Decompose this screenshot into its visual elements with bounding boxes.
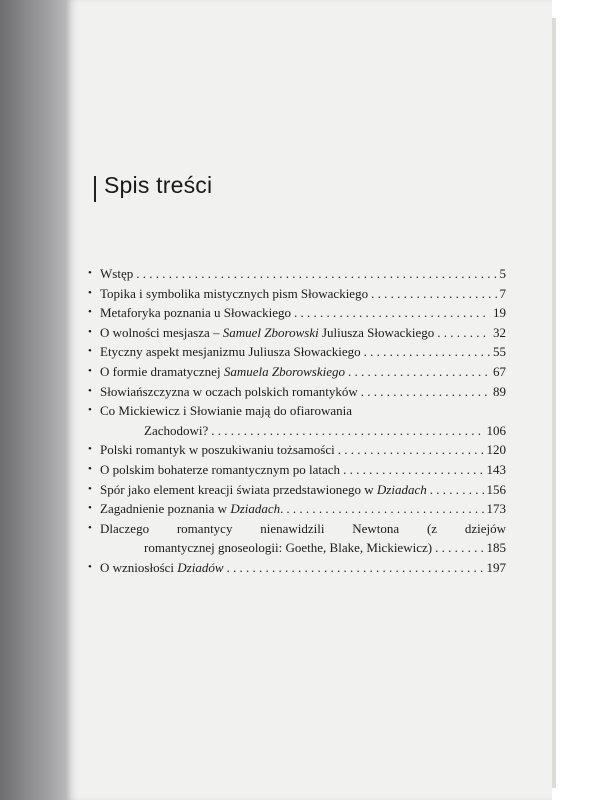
bullet: • bbox=[88, 286, 92, 299]
bullet: • bbox=[88, 325, 92, 338]
leader-dots bbox=[364, 342, 490, 362]
bullet: • bbox=[88, 306, 92, 319]
toc-entry bbox=[88, 264, 506, 284]
toc-entry-title: O polskim bohaterze romantycznym po latach bbox=[100, 461, 341, 477]
toc-entry-page: 32 bbox=[493, 324, 506, 340]
toc-entry-title: Zagadnienie poznania w Dziadach. bbox=[100, 501, 284, 517]
table-of-contents bbox=[88, 264, 506, 578]
toc-entry bbox=[88, 558, 506, 578]
leader-dots bbox=[211, 421, 483, 441]
toc-entry-title-line1: Co Mickiewicz i Słowianie mają do ofiarowania bbox=[100, 403, 352, 419]
bullet: • bbox=[88, 267, 92, 279]
toc-entry bbox=[88, 499, 506, 519]
bullet: • bbox=[88, 364, 92, 377]
toc-entry bbox=[88, 401, 506, 440]
toc-entry-page: 156 bbox=[486, 481, 506, 497]
toc-entry bbox=[88, 460, 506, 480]
toc-entry-page: 120 bbox=[486, 442, 506, 458]
bullet: • bbox=[88, 404, 92, 417]
page-title: Spis treści bbox=[104, 172, 213, 198]
toc-entry-title: O wzniosłości Dziadów bbox=[100, 559, 224, 575]
book-spine-edge bbox=[0, 0, 66, 800]
leader-dots bbox=[227, 558, 484, 578]
toc-entry-title-line1: Dlaczego romantycy nienawidzili Newtona (z dziejów bbox=[100, 520, 506, 536]
toc-entry-page: 173 bbox=[486, 501, 506, 517]
toc-entry bbox=[88, 382, 506, 402]
toc-entry-title: Polski romantyk w poszukiwaniu tożsamości bbox=[100, 442, 335, 458]
leader-dots bbox=[343, 460, 483, 480]
toc-entry bbox=[88, 342, 506, 362]
toc-entry-page: 143 bbox=[486, 461, 506, 477]
toc-entry bbox=[88, 303, 506, 323]
bullet: • bbox=[88, 443, 92, 456]
bullet: • bbox=[88, 345, 92, 358]
leader-dots bbox=[361, 382, 490, 402]
toc-entry-title: Metaforyka poznania u Słowackiego bbox=[100, 305, 291, 321]
toc-entry-page: 5 bbox=[499, 266, 506, 281]
leader-dots bbox=[294, 303, 490, 323]
toc-entry-title: O formie dramatycznej Samuela Zborowskiego bbox=[100, 363, 346, 379]
leader-dots bbox=[338, 440, 484, 460]
toc-entry-title: Spór jako element kreacji świata przedstawionego w Dziadach bbox=[100, 481, 427, 497]
bullet: • bbox=[88, 502, 92, 515]
toc-entry-title-line2: romantycznej gnoseologii: Goethe, Blake, Mickiewicz) bbox=[144, 540, 433, 556]
toc-entry-page: 89 bbox=[493, 383, 506, 399]
toc-entry-title: Słowiańszczyzna w oczach polskich romantyków bbox=[100, 383, 358, 399]
toc-entry-title-line2: Zachodowi? bbox=[144, 422, 209, 438]
toc-entry-page: 185 bbox=[486, 540, 506, 556]
toc-entry-page: 67 bbox=[493, 363, 506, 379]
toc-entry-page: 7 bbox=[499, 285, 506, 301]
toc-entry-page: 55 bbox=[493, 344, 506, 360]
title-rule bbox=[94, 176, 96, 202]
page-stack-edge bbox=[552, 18, 556, 788]
bullet: • bbox=[88, 384, 92, 397]
leader-dots bbox=[435, 538, 483, 558]
bullet: • bbox=[88, 462, 92, 475]
bullet: • bbox=[88, 560, 92, 573]
toc-entry bbox=[88, 440, 506, 460]
toc-entry-page: 19 bbox=[493, 305, 506, 321]
toc-entry-title: O wolności mesjasza – Samuel Zborowski Juliusza Słowackiego bbox=[100, 324, 435, 340]
bullet: • bbox=[88, 482, 92, 495]
toc-entry-page: 197 bbox=[486, 559, 506, 575]
leader-dots bbox=[437, 323, 490, 343]
toc-entry-title: Wstęp bbox=[100, 266, 134, 281]
leader-dots bbox=[371, 284, 496, 304]
bullet: • bbox=[88, 521, 92, 534]
toc-entry bbox=[88, 480, 506, 500]
toc-entry bbox=[88, 284, 506, 304]
toc-entry-page: 106 bbox=[486, 422, 506, 438]
toc-entry bbox=[88, 362, 506, 382]
leader-dots bbox=[430, 480, 484, 500]
leader-dots bbox=[286, 499, 483, 519]
leader-dots bbox=[136, 264, 496, 284]
toc-entry-title: Topika i symbolika mistycznych pism Słowackiego bbox=[100, 285, 369, 301]
leader-dots bbox=[348, 362, 490, 382]
toc-entry-title: Etyczny aspekt mesjanizmu Juliusza Słowackiego bbox=[100, 344, 361, 360]
toc-entry bbox=[88, 323, 506, 343]
toc-entry bbox=[88, 519, 506, 558]
